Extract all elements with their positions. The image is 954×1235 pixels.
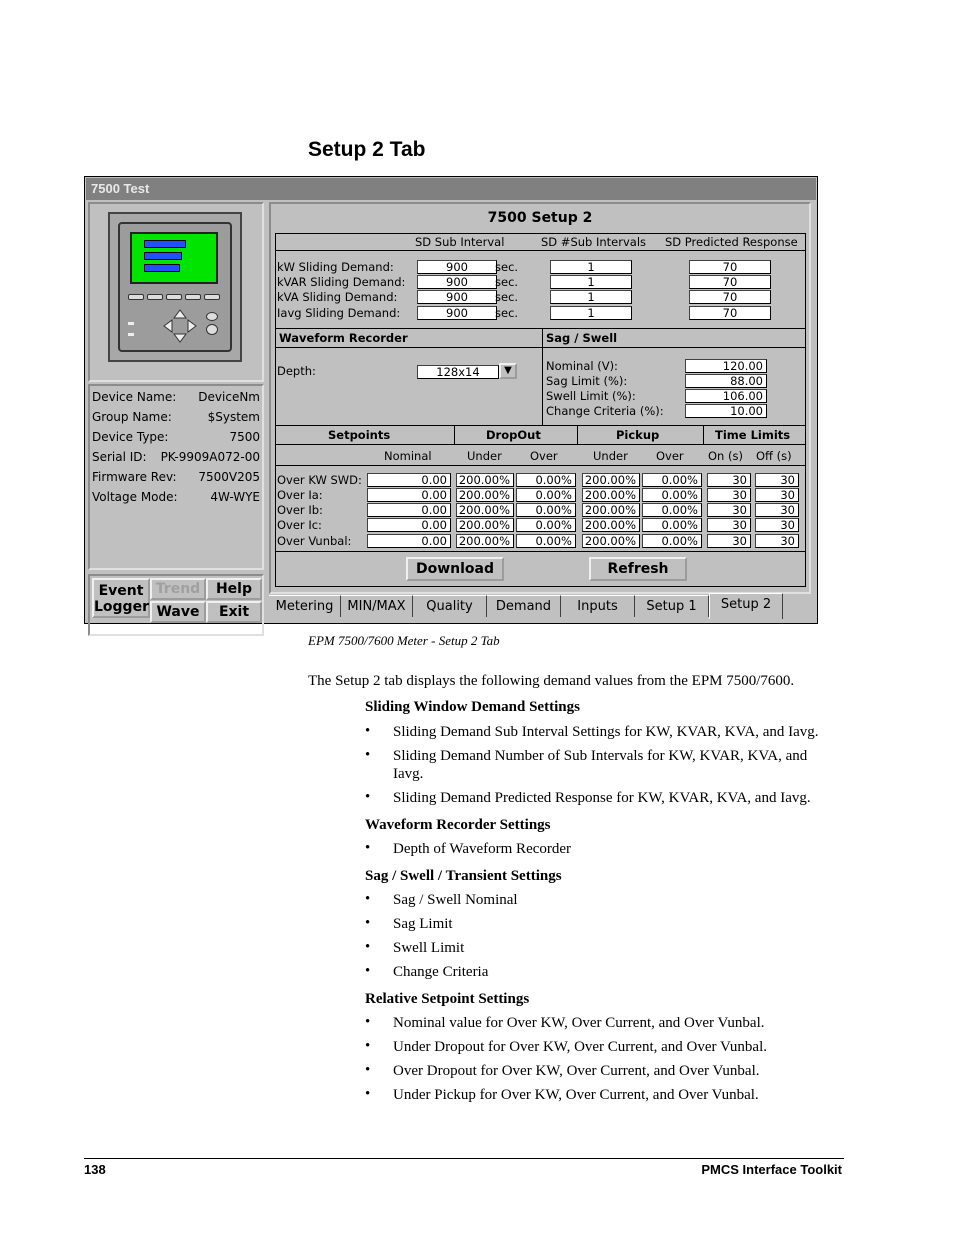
device-name-value: DeviceNm (198, 390, 260, 404)
pu-under-field[interactable]: 200.00% (582, 488, 640, 502)
setpoint-row-label: Over Vunbal: (277, 534, 352, 548)
setpoints-header: Setpoints (328, 428, 391, 442)
waveform-section (275, 328, 543, 426)
tab-setup2[interactable]: Setup 2 (709, 593, 783, 619)
sd-interval-field[interactable]: 900 (417, 260, 497, 274)
change-criteria-field[interactable]: 10.00 (685, 404, 767, 418)
do-over-field[interactable]: 0.00% (516, 518, 576, 532)
sd-interval-field[interactable]: 900 (417, 275, 497, 289)
sd-predicted-field[interactable]: 70 (689, 275, 771, 289)
sd-unit-label: sec. (495, 275, 519, 289)
tab-demand[interactable]: Demand (487, 595, 561, 617)
tab-bar (267, 593, 815, 619)
sd-predicted-field[interactable]: 70 (689, 306, 771, 320)
sd-interval-header: SD Sub Interval (415, 235, 505, 249)
time-limits-header: Time Limits (715, 428, 791, 442)
on-time-field[interactable]: 30 (707, 518, 751, 532)
setpoint-row-label: Over KW SWD: (277, 473, 362, 487)
serial-id-value: PK-9909A072-00 (160, 450, 260, 464)
firmware-label: Firmware Rev: (92, 470, 177, 484)
sd-subintervals-field[interactable]: 1 (550, 306, 632, 320)
sd-subintervals-field[interactable]: 1 (550, 275, 632, 289)
off-col-header: Off (s) (756, 449, 792, 463)
wave-button[interactable]: Wave (150, 601, 206, 623)
pu-over-field[interactable]: 0.00% (642, 488, 702, 502)
off-time-field[interactable]: 30 (755, 488, 799, 502)
sag-limit-field[interactable]: 88.00 (685, 374, 767, 388)
sd-interval-field[interactable]: 900 (417, 290, 497, 304)
sd-unit-label: sec. (495, 306, 519, 320)
trend-button[interactable]: Trend (150, 578, 206, 600)
event-logger-button[interactable]: Event Logger (92, 578, 150, 618)
sd-subintervals-header: SD #Sub Intervals (541, 235, 647, 249)
device-info-panel (88, 384, 264, 570)
sag-swell-title: Sag / Swell (546, 331, 618, 345)
off-time-field[interactable]: 30 (755, 518, 799, 532)
swell-limit-label: Swell Limit (%): (546, 389, 636, 403)
exit-button[interactable]: Exit (206, 601, 262, 623)
download-button[interactable]: Download (406, 557, 504, 581)
on-col-header: On (s) (708, 449, 743, 463)
on-time-field[interactable]: 30 (707, 503, 751, 517)
pu-under-field[interactable]: 200.00% (582, 503, 640, 517)
chevron-down-icon[interactable]: ▼ (499, 363, 517, 379)
footer-divider (84, 1158, 844, 1159)
sd-row-label: kVAR Sliding Demand: (277, 275, 406, 289)
voltage-mode-value: 4W-WYE (210, 490, 260, 504)
nominal-field[interactable]: 0.00 (367, 488, 451, 502)
depth-select[interactable]: 128x14 (417, 365, 499, 379)
on-time-field[interactable]: 30 (707, 534, 751, 548)
do-over-field[interactable]: 0.00% (516, 473, 576, 487)
firmware-value: 7500V205 (198, 470, 260, 484)
dropout-header: DropOut (486, 428, 541, 442)
footer-title: PMCS Interface Toolkit (701, 1162, 842, 1177)
setpoint-row-label: Over Ib: (277, 503, 323, 517)
sd-interval-field[interactable]: 900 (417, 306, 497, 320)
tab-quality[interactable]: Quality (413, 595, 487, 617)
sd-subintervals-field[interactable]: 1 (550, 290, 632, 304)
swell-limit-field[interactable]: 106.00 (685, 389, 767, 403)
do-over-field[interactable]: 0.00% (516, 488, 576, 502)
nominal-col-header: Nominal (384, 449, 432, 463)
nominal-field[interactable]: 0.00 (367, 534, 451, 548)
group-name-value: $System (207, 410, 260, 424)
change-criteria-label: Change Criteria (%): (546, 404, 664, 418)
sliding-demand-section (275, 233, 806, 329)
group-heading: Sag / Swell / Transient Settings (365, 868, 562, 884)
sag-swell-section (542, 328, 806, 426)
pu-over-col-header: Over (656, 449, 684, 463)
group-heading: Relative Setpoint Settings (365, 991, 530, 1007)
sd-unit-label: sec. (495, 290, 519, 304)
left-button-panel (88, 574, 264, 636)
sd-row-label: kW Sliding Demand: (277, 260, 394, 274)
depth-label: Depth: (277, 364, 316, 378)
pu-over-field[interactable]: 0.00% (642, 534, 702, 548)
tab-minmax[interactable]: MIN/MAX (341, 595, 413, 617)
do-over-field[interactable]: 0.00% (516, 503, 576, 517)
pu-over-field[interactable]: 0.00% (642, 503, 702, 517)
device-type-label: Device Type: (92, 430, 169, 444)
sag-nominal-field[interactable]: 120.00 (685, 359, 767, 373)
intro-paragraph: The Setup 2 tab displays the following demand values from the EPM 7500/7600. (308, 673, 795, 689)
panel-title: 7500 Setup 2 (487, 210, 593, 226)
voltage-mode-label: Voltage Mode: (92, 490, 178, 504)
do-under-col-header: Under (467, 449, 502, 463)
sd-unit-label: sec. (495, 260, 519, 274)
pu-under-field[interactable]: 200.00% (582, 473, 640, 487)
device-name-label: Device Name: (92, 390, 177, 404)
waveform-title: Waveform Recorder (279, 331, 408, 345)
do-under-field[interactable]: 200.00% (456, 518, 514, 532)
tab-inputs[interactable]: Inputs (561, 595, 635, 617)
refresh-button[interactable]: Refresh (589, 557, 687, 581)
sag-limit-label: Sag Limit (%): (546, 374, 628, 388)
do-under-field[interactable]: 200.00% (456, 488, 514, 502)
setup2-panel (269, 202, 811, 594)
section-title: Setup 2 Tab (308, 138, 426, 161)
window-title: 7500 Test (86, 178, 816, 200)
nominal-field[interactable]: 0.00 (367, 503, 451, 517)
page-number: 138 (84, 1162, 106, 1177)
pu-under-field[interactable]: 200.00% (582, 534, 640, 548)
on-time-field[interactable]: 30 (707, 473, 751, 487)
meter-device-icon (108, 212, 242, 362)
figure-caption: EPM 7500/7600 Meter - Setup 2 Tab (308, 633, 500, 648)
do-under-field[interactable]: 200.00% (456, 473, 514, 487)
group-name-label: Group Name: (92, 410, 172, 424)
meter-window (84, 176, 818, 624)
sd-predicted-field[interactable]: 70 (689, 290, 771, 304)
do-over-field[interactable]: 0.00% (516, 534, 576, 548)
do-under-field[interactable]: 200.00% (456, 503, 514, 517)
off-time-field[interactable]: 30 (755, 534, 799, 548)
do-over-col-header: Over (530, 449, 558, 463)
pu-under-field[interactable]: 200.00% (582, 518, 640, 532)
help-button[interactable]: Help (206, 578, 262, 600)
setpoints-section (275, 425, 806, 552)
serial-id-label: Serial ID: (92, 450, 147, 464)
sd-predicted-field[interactable]: 70 (689, 260, 771, 274)
off-time-field[interactable]: 30 (755, 473, 799, 487)
tab-setup1[interactable]: Setup 1 (635, 595, 709, 617)
meter-image-frame (88, 202, 264, 382)
sd-predicted-header: SD Predicted Response (665, 235, 798, 249)
sd-row-label: kVA Sliding Demand: (277, 290, 398, 304)
pickup-header: Pickup (616, 428, 660, 442)
sag-nominal-label: Nominal (V): (546, 359, 618, 373)
off-time-field[interactable]: 30 (755, 503, 799, 517)
action-bar (275, 551, 806, 587)
pu-under-col-header: Under (593, 449, 628, 463)
nominal-field[interactable]: 0.00 (367, 518, 451, 532)
setpoint-row-label: Over Ia: (277, 488, 323, 502)
sd-subintervals-field[interactable]: 1 (550, 260, 632, 274)
group-heading: Sliding Window Demand Settings (365, 699, 580, 715)
do-under-field[interactable]: 200.00% (456, 534, 514, 548)
device-type-value: 7500 (229, 430, 260, 444)
sd-row-label: Iavg Sliding Demand: (277, 306, 401, 320)
pu-over-field[interactable]: 0.00% (642, 518, 702, 532)
setpoint-row-label: Over Ic: (277, 518, 322, 532)
group-heading: Waveform Recorder Settings (365, 817, 551, 833)
nominal-field[interactable]: 0.00 (367, 473, 451, 487)
left-pane (88, 202, 264, 620)
on-time-field[interactable]: 30 (707, 488, 751, 502)
tab-metering[interactable]: Metering (269, 595, 341, 617)
pu-over-field[interactable]: 0.00% (642, 473, 702, 487)
